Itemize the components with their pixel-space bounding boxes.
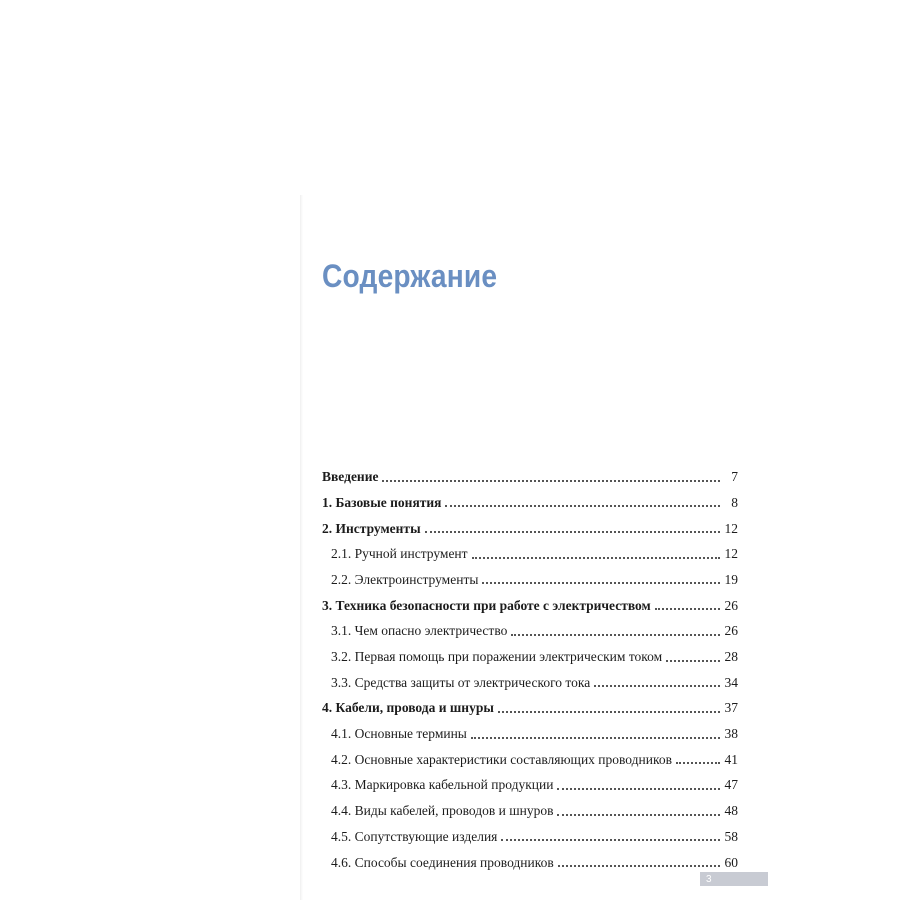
toc-entry (322, 612, 738, 638)
toc-entry-label: 4.4. Виды кабелей, проводов и шнуров (331, 803, 554, 819)
toc-entry-page: 7 (731, 469, 738, 485)
toc-entry-label: 4.1. Основные термины (331, 726, 467, 742)
toc-entry-page: 19 (724, 571, 738, 587)
page-number: 3 (706, 873, 712, 885)
toc-entry (322, 535, 738, 561)
toc-entry (322, 689, 738, 715)
toc-entry-label: 4.3. Маркировка кабельной продукции (331, 777, 554, 793)
toc-entry (322, 664, 738, 690)
toc-leader-dots (511, 633, 720, 636)
toc-leader-dots (558, 864, 720, 867)
toc-entry-page: 38 (724, 726, 738, 742)
toc-leader-dots (425, 530, 720, 533)
toc-leader-dots (382, 479, 720, 482)
toc-entry-page: 26 (724, 623, 738, 639)
toc-entry-label: Введение (322, 469, 379, 485)
toc-entry (322, 561, 738, 587)
toc-entry-label: 2. Инструменты (322, 520, 421, 536)
toc-entry-label: 2.1. Ручной инструмент (331, 546, 468, 562)
toc-entry-page: 58 (724, 828, 738, 844)
toc-leader-dots (501, 838, 720, 841)
toc-entry-label: 3.2. Первая помощь при поражении электрическим током (331, 649, 663, 664)
toc-entry (322, 484, 738, 510)
toc-leader-dots (445, 504, 720, 507)
toc-leader-dots (557, 813, 720, 816)
toc-entry-label: 1. Базовые понятия (322, 494, 442, 510)
toc-entry (322, 715, 738, 741)
toc-leader-dots (676, 761, 720, 764)
toc-entry-page: 26 (724, 597, 738, 613)
toc-entry-page: 47 (724, 777, 738, 793)
toc-entry-page: 8 (731, 494, 738, 510)
toc-entry (322, 458, 738, 484)
toc-entry-page: 12 (724, 546, 738, 562)
page-fold-shadow (300, 195, 303, 900)
toc-entry (322, 766, 738, 792)
toc-entry-label: 4.2. Основные характеристики составляющих проводников (331, 751, 672, 767)
toc-entry (322, 638, 738, 664)
toc-leader-dots (482, 581, 720, 584)
toc-entry-label: 3.1. Чем опасно электричество (331, 623, 508, 639)
toc-entry (322, 792, 738, 818)
toc-leader-dots (471, 736, 720, 739)
toc-entry (322, 843, 738, 869)
toc-leader-dots (666, 659, 720, 662)
toc-entry-label: 4. Кабели, провода и шнуры (322, 700, 494, 716)
toc-entry-label: 4.6. Способы соединения проводников (331, 854, 554, 870)
toc-entry (322, 818, 738, 844)
toc-entry (322, 741, 738, 767)
toc-entry-page: 48 (724, 803, 738, 819)
toc-entry-page: 12 (724, 520, 738, 536)
toc-leader-dots (557, 787, 720, 790)
toc-entry-page: 28 (724, 649, 738, 664)
toc-entry-page: 60 (724, 854, 738, 870)
page-title: Содержание (322, 258, 498, 294)
toc-leader-dots (655, 607, 720, 610)
toc-entry (322, 509, 738, 535)
toc-entry-label: 4.5. Сопутствующие изделия (331, 828, 498, 844)
toc-leader-dots (498, 710, 720, 713)
page-number-tab (700, 872, 768, 886)
toc-leader-dots (594, 684, 720, 687)
toc-entry-page: 34 (724, 674, 738, 690)
toc-leader-dots (472, 556, 720, 559)
toc-entry-page: 41 (724, 751, 738, 767)
toc-entry-label: 3.3. Средства защиты от электрического тока (331, 674, 591, 690)
toc-entry-page: 37 (724, 700, 738, 716)
toc-entry (322, 586, 738, 612)
table-of-contents (322, 458, 738, 869)
toc-entry-label: 3. Техника безопасности при работе с электричеством (322, 597, 651, 613)
toc-entry-label: 2.2. Электроинструменты (331, 571, 479, 587)
